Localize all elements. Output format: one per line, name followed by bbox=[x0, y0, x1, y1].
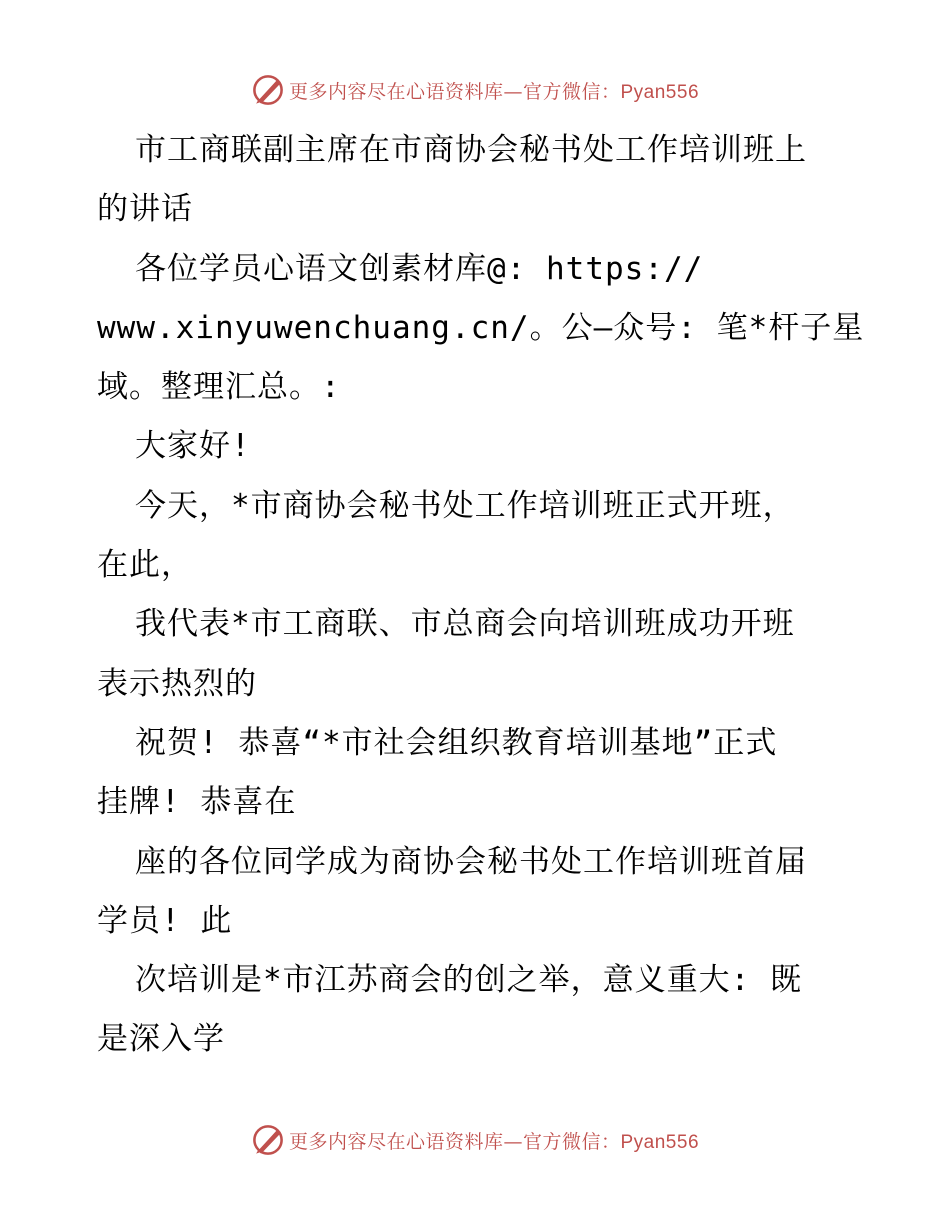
text-line: 域。整理汇总。: bbox=[97, 369, 341, 406]
text-line: 座的各位同学成为商协会秘书处工作培训班首届 bbox=[135, 843, 807, 880]
footer-watermark bbox=[0, 1120, 950, 1160]
text-line: 挂牌! 恭喜在 bbox=[97, 784, 297, 821]
watermark-text: 更多内容尽在心语资料库—官方微信：Pyan556 bbox=[288, 80, 700, 103]
text-line: 的讲话 bbox=[97, 191, 193, 228]
text-line: 次培训是*市江苏商会的创之举，意义重大: 既 bbox=[135, 962, 802, 999]
watermark-text: 更多内容尽在心语资料库—官方微信：Pyan556 bbox=[288, 1130, 700, 1153]
header-watermark bbox=[0, 70, 950, 110]
text-line: 表示热烈的 bbox=[97, 665, 257, 702]
text-line: 各位学员心语文创素材库@: https:// bbox=[135, 250, 704, 287]
text-line: 我代表*市工商联、市总商会向培训班成功开班 bbox=[135, 606, 795, 643]
text-line: 是深入学 bbox=[97, 1021, 225, 1058]
text-line: 祝贺! 恭喜“*市社会组织教育培训基地”正式 bbox=[135, 724, 778, 761]
text-line: 大家好! bbox=[135, 428, 251, 465]
text-line: 在此， bbox=[97, 547, 193, 584]
pen-logo-icon bbox=[251, 73, 285, 107]
text-line: 市工商联副主席在市商协会秘书处工作培训班上 bbox=[135, 132, 807, 168]
text-line: www.xinyuwenchuang.cn/。公—众号: 笔*杆子星 bbox=[97, 309, 865, 346]
text-line: 今天，*市商协会秘书处工作培训班正式开班， bbox=[135, 487, 795, 524]
pen-logo-icon bbox=[251, 1123, 285, 1157]
text-line: 学员! 此 bbox=[97, 902, 233, 939]
document-body bbox=[97, 121, 865, 1070]
